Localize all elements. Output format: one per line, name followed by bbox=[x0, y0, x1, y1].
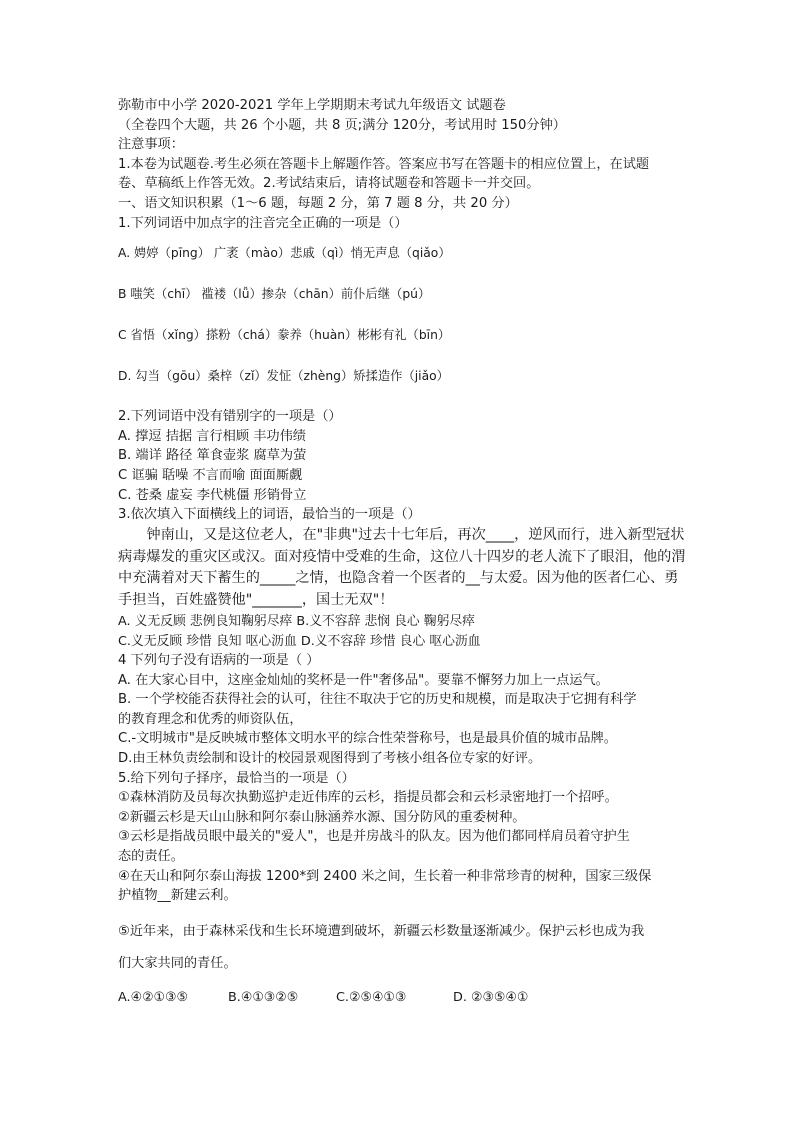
question-1-stem: 1.下列词语中加点字的注音完全正确的一项是（） bbox=[118, 215, 408, 231]
question-5-sentence: ②新疆云杉是天山山脉和阿尔泰山脉涵养水源、国分防风的重委树种。 bbox=[118, 809, 526, 825]
question-5-stem: 5.给下列句子择序，最恰当的一项是（） bbox=[118, 770, 355, 786]
question-2-option-a: A. 撑逗 拮据 言行相顾 丰功伟绩 bbox=[118, 428, 306, 444]
exam-title: 弥勒市中小学 2020-2021 学年上学期期末考试九年级语文 试题卷 bbox=[118, 98, 506, 113]
question-5-option-b: B.④①③②⑤ bbox=[228, 990, 299, 1006]
question-4-option-a: A. 在大家心目中，这座金灿灿的奖杯是一件"奢侈品"。要靠不懈努力加上一点运气。 bbox=[118, 672, 609, 688]
notes-line: 卷、草稿纸上作答无效。2.考试结束后，请将试题卷和答题卡一并交回。 bbox=[118, 176, 540, 192]
question-3-options-ab: A. 义无反顾 悲例良知鞠躬尽瘁 B.义不容辞 悲悯 良心 鞠躬尽瘁 bbox=[118, 613, 475, 629]
question-2-option-c: C 诓骗 聒噪 不言而喻 面面厮觑 bbox=[118, 467, 303, 483]
question-2-stem: 2.下列词语中没有错别字的一项是（） bbox=[118, 409, 342, 425]
question-5-option-d: D. ②③⑤④① bbox=[453, 990, 529, 1006]
question-3-stem: 3.依次填入下面横线上的词语，最恰当的一项是（） bbox=[118, 507, 421, 523]
question-5-sentence: ③云杉是指战员眼中最关的"爱人"，也是并房战斗的队友。因为他们都同样肩员着守护生 bbox=[118, 829, 630, 845]
question-1-option-a: A. 娉婷（pīng） 广袤（mào）悲戚（qì）悄无声息（qiǎo） bbox=[118, 246, 451, 261]
question-4-option-b: B. 一个学校能否获得社会的认可，往往不取决于它的历史和规模，而是取决于它拥有科学 bbox=[118, 692, 637, 708]
question-4-option-b-cont: 的教育理念和优秀的师资队伍， bbox=[118, 711, 303, 727]
question-2-option-b: B. 端详 路径 箪食壶浆 腐草为萤 bbox=[118, 448, 307, 464]
question-5-sentence: ④在天山和阿尔泰山海拔 1200*到 2400 米之间，生长着一种非常珍青的树种，国家三级保 bbox=[118, 868, 652, 884]
question-5-options bbox=[118, 988, 686, 1008]
notes-line: 1.本卷为试题卷.考生必须在答题卡上解题作答。答案应书写在答题卡的相应位置上，在试题 bbox=[118, 156, 650, 172]
exam-page bbox=[118, 96, 686, 1008]
question-4-option-c: C.-文明城市"是反映城市整体文明水平的综合性荣誉称号，也是最具价值的城市品牌。 bbox=[118, 731, 617, 747]
question-5-sentence: ①森林消防及员每次执勤巡护走近伟库的云杉，指提员都会和云杉录密地打一个招呼。 bbox=[118, 790, 618, 806]
question-1-option-b: B 嗤笑（chī） 褴褛（lǚ）掺杂（chān）前仆后继（pú） bbox=[118, 287, 431, 302]
question-3-passage-line: 中充满着对天下蓄生的_____之情，也隐含着一个医者的__与太爱。因为他的医者仁心、勇 bbox=[118, 570, 679, 587]
question-5-option-c: C.②⑤④①③ bbox=[336, 990, 407, 1006]
question-1-option-d: D. 勾当（gōu）桑梓（zǐ）发怔（zhèng）矫揉造作（jiǎo） bbox=[118, 369, 449, 384]
question-2-option-d: C. 苍桑 虚妄 李代桃僵 形销骨立 bbox=[118, 487, 307, 503]
question-5-sentence: 护植物__新建云利。 bbox=[118, 888, 237, 904]
question-5-sentence: ⑤近年来，由于森林采伐和生长环境遭到破坏，新疆云杉数量逐渐减少。保护云杉也成为我 bbox=[118, 923, 645, 939]
question-5-option-a: A.④②①③⑤ bbox=[118, 990, 188, 1006]
exam-info: （全卷四个大题，共 26 个小题，共 8 页;满分 120分，考试用时 150分钟） bbox=[118, 117, 566, 133]
question-5-sentence: 态的责任。 bbox=[118, 849, 184, 865]
question-3-passage-line: 病毒爆发的重灾区或汉。面对疫情中受难的生命，这位八十四岁的老人流下了眼泪，他的渭 bbox=[118, 548, 686, 565]
question-3-passage-line: 手担当，百姓盛赞他"_______，国士无双"！ bbox=[118, 592, 394, 609]
question-3-options-cd: C.义无反顾 珍惜 良知 呕心沥血 D.义不容辞 珍惜 良心 呕心沥血 bbox=[118, 633, 481, 649]
question-1-option-c: C 省悟（xǐng）搽粉（chá）豢养（huàn）彬彬有礼（bīn） bbox=[118, 328, 451, 343]
section-heading: 一、语文知识积累（1～6 题，每题 2 分，第 7 题 8 分，共 20 分） bbox=[118, 195, 518, 211]
question-3-passage-line: 钟南山，又是这位老人，在"非典"过去十七年后，再次____，逆风而行，进入新型冠状 bbox=[146, 526, 685, 543]
question-5-sentence: 们大家共同的青任。 bbox=[118, 956, 237, 972]
question-4-stem: 4 下列句子没有语病的一项是（ ） bbox=[118, 653, 320, 669]
notes-heading: 注意事项： bbox=[118, 137, 184, 153]
question-4-option-d: D.由王林负责绘制和设计的校园景观图得到了考核小组各位专家的好评。 bbox=[118, 751, 542, 767]
